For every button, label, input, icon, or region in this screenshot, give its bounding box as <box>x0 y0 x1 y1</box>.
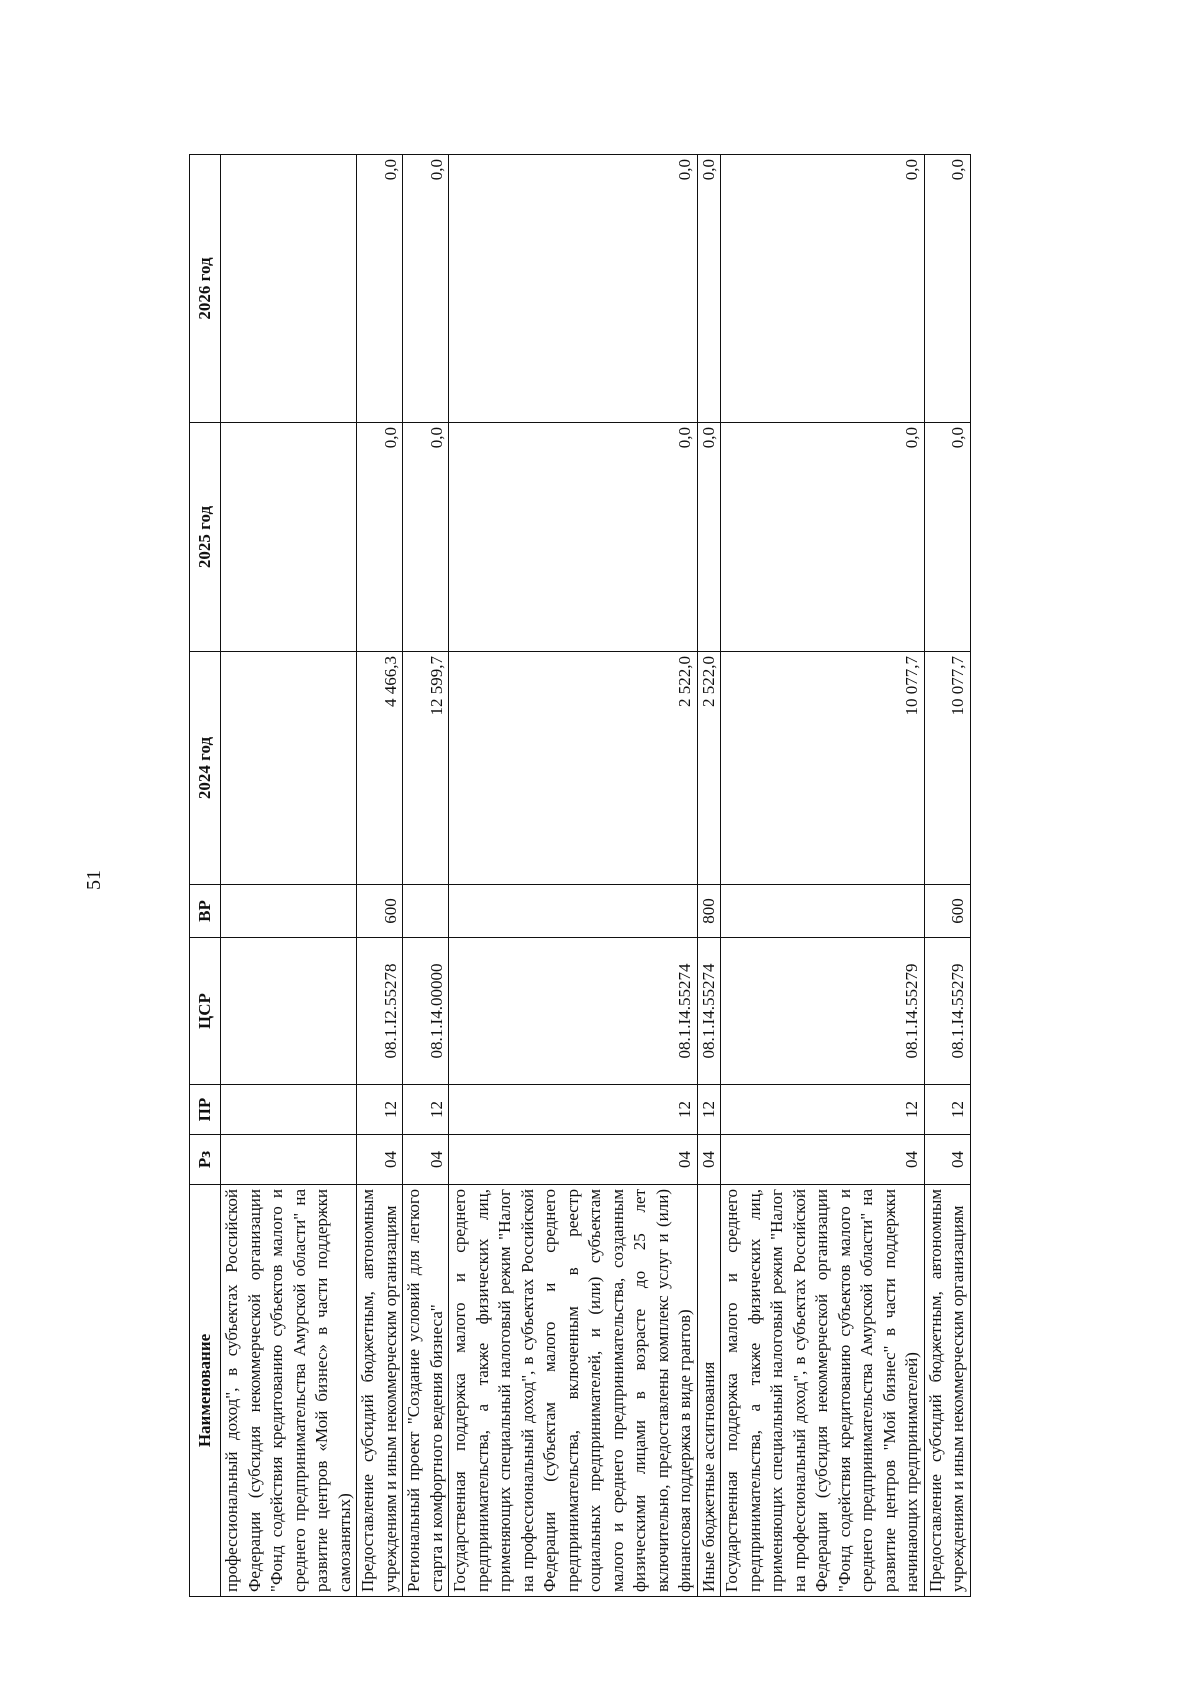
row-pr: 12 <box>721 1085 925 1135</box>
row-2024: 2 522,0 <box>449 652 698 885</box>
row-2026: 0,0 <box>449 155 698 423</box>
row-vr <box>221 885 357 938</box>
row-name: Предоставление субсидий бюджетным, автономным учреждениям и иным некоммерческим организациям <box>357 1185 403 1597</box>
row-name: Предоставление субсидий бюджетным, автономным учреждениям и иным некоммерческим организациям <box>924 1185 970 1597</box>
row-rz: 04 <box>357 1135 403 1185</box>
row-2025: 0,0 <box>357 423 403 652</box>
row-pr: 12 <box>697 1085 721 1135</box>
row-csr <box>221 938 357 1085</box>
table-row <box>357 155 403 1597</box>
header-rz: Рз <box>190 1135 221 1185</box>
row-2024: 4 466,3 <box>357 652 403 885</box>
row-vr: 600 <box>924 885 970 938</box>
rotated-table-container <box>189 155 1051 1597</box>
row-pr <box>221 1085 357 1135</box>
table-row <box>403 155 449 1597</box>
page-number: 51 <box>83 870 105 890</box>
row-rz <box>221 1135 357 1185</box>
row-vr: 600 <box>357 885 403 938</box>
header-2025: 2025 год <box>190 423 221 652</box>
row-name: Государственная поддержка малого и среднего предпринимательства, а также физических лиц, применяющих специальный налоговый режим "Налог на профессиональный доход", в субъектах Российской Федерации (субсидия некоммерческой организации "Фонд содействия кредитованию субъектов малого и среднего предпринимательства Амурской области" на развитие центров "Мой бизнес" в части поддержки начинающих предпринимателей) <box>721 1185 925 1597</box>
header-pr: ПР <box>190 1085 221 1135</box>
row-2025: 0,0 <box>721 423 925 652</box>
header-2024: 2024 год <box>190 652 221 885</box>
row-csr: 08.1.I4.55279 <box>721 938 925 1085</box>
row-2024 <box>221 652 357 885</box>
row-vr: 800 <box>697 885 721 938</box>
row-2024: 10 077,7 <box>721 652 925 885</box>
row-2026: 0,0 <box>721 155 925 423</box>
row-2025: 0,0 <box>449 423 698 652</box>
row-csr: 08.1.I4.55274 <box>449 938 698 1085</box>
row-2025: 0,0 <box>924 423 970 652</box>
row-vr <box>403 885 449 938</box>
row-rz: 04 <box>721 1135 925 1185</box>
row-pr: 12 <box>357 1085 403 1135</box>
row-2024: 2 522,0 <box>697 652 721 885</box>
table-row <box>697 155 721 1597</box>
row-2025: 0,0 <box>697 423 721 652</box>
header-2026: 2026 год <box>190 155 221 423</box>
table-row <box>924 155 970 1597</box>
row-name: профессиональный доход", в субъектах Российской Федерации (субсидия некоммерческой организации "Фонд содействия кредитованию субъектов малого и среднего предпринимательства Амурской области" на развитие центров «Мой бизнес» в части поддержки самозанятых) <box>221 1185 357 1597</box>
row-rz: 04 <box>697 1135 721 1185</box>
row-vr <box>449 885 698 938</box>
row-csr: 08.1.I4.55274 <box>697 938 721 1085</box>
row-csr: 08.1.I2.55278 <box>357 938 403 1085</box>
row-2024: 12 599,7 <box>403 652 449 885</box>
row-rz: 04 <box>449 1135 698 1185</box>
row-name: Государственная поддержка малого и среднего предпринимательства, а также физических лиц, применяющих специальный налоговый режим "Налог на профессиональный доход", в субъектах Российской Федерации (субъектам малого и среднего предпринимательства, включенным в реестр социальных предпринимателей, и (или) субъектам малого и среднего предпринимательства, созданным физическими лицами в возрасте до 25 лет включительно, предоставлены комплекс услуг и (или) финансовая поддержка в виде грантов) <box>449 1185 698 1597</box>
row-2024: 10 077,7 <box>924 652 970 885</box>
row-2026 <box>221 155 357 423</box>
row-2026: 0,0 <box>924 155 970 423</box>
header-vr: ВР <box>190 885 221 938</box>
row-csr: 08.1.I4.00000 <box>403 938 449 1085</box>
row-2026: 0,0 <box>357 155 403 423</box>
row-rz: 04 <box>403 1135 449 1185</box>
row-2026: 0,0 <box>403 155 449 423</box>
row-pr: 12 <box>403 1085 449 1135</box>
row-vr <box>721 885 925 938</box>
row-rz: 04 <box>924 1135 970 1185</box>
table-row <box>721 155 925 1597</box>
header-name: Наименование <box>190 1185 221 1597</box>
table-row <box>221 155 357 1597</box>
row-2025: 0,0 <box>403 423 449 652</box>
row-2025 <box>221 423 357 652</box>
row-name: Региональный проект "Создание условий для легкого старта и комфортного ведения бизнеса" <box>403 1185 449 1597</box>
row-csr: 08.1.I4.55279 <box>924 938 970 1085</box>
row-name: Иные бюджетные ассигнования <box>697 1185 721 1597</box>
table-row <box>449 155 698 1597</box>
row-2026: 0,0 <box>697 155 721 423</box>
table-header-row <box>190 155 221 1597</box>
budget-table <box>189 154 971 1597</box>
row-pr: 12 <box>449 1085 698 1135</box>
row-pr: 12 <box>924 1085 970 1135</box>
header-csr: ЦСР <box>190 938 221 1085</box>
